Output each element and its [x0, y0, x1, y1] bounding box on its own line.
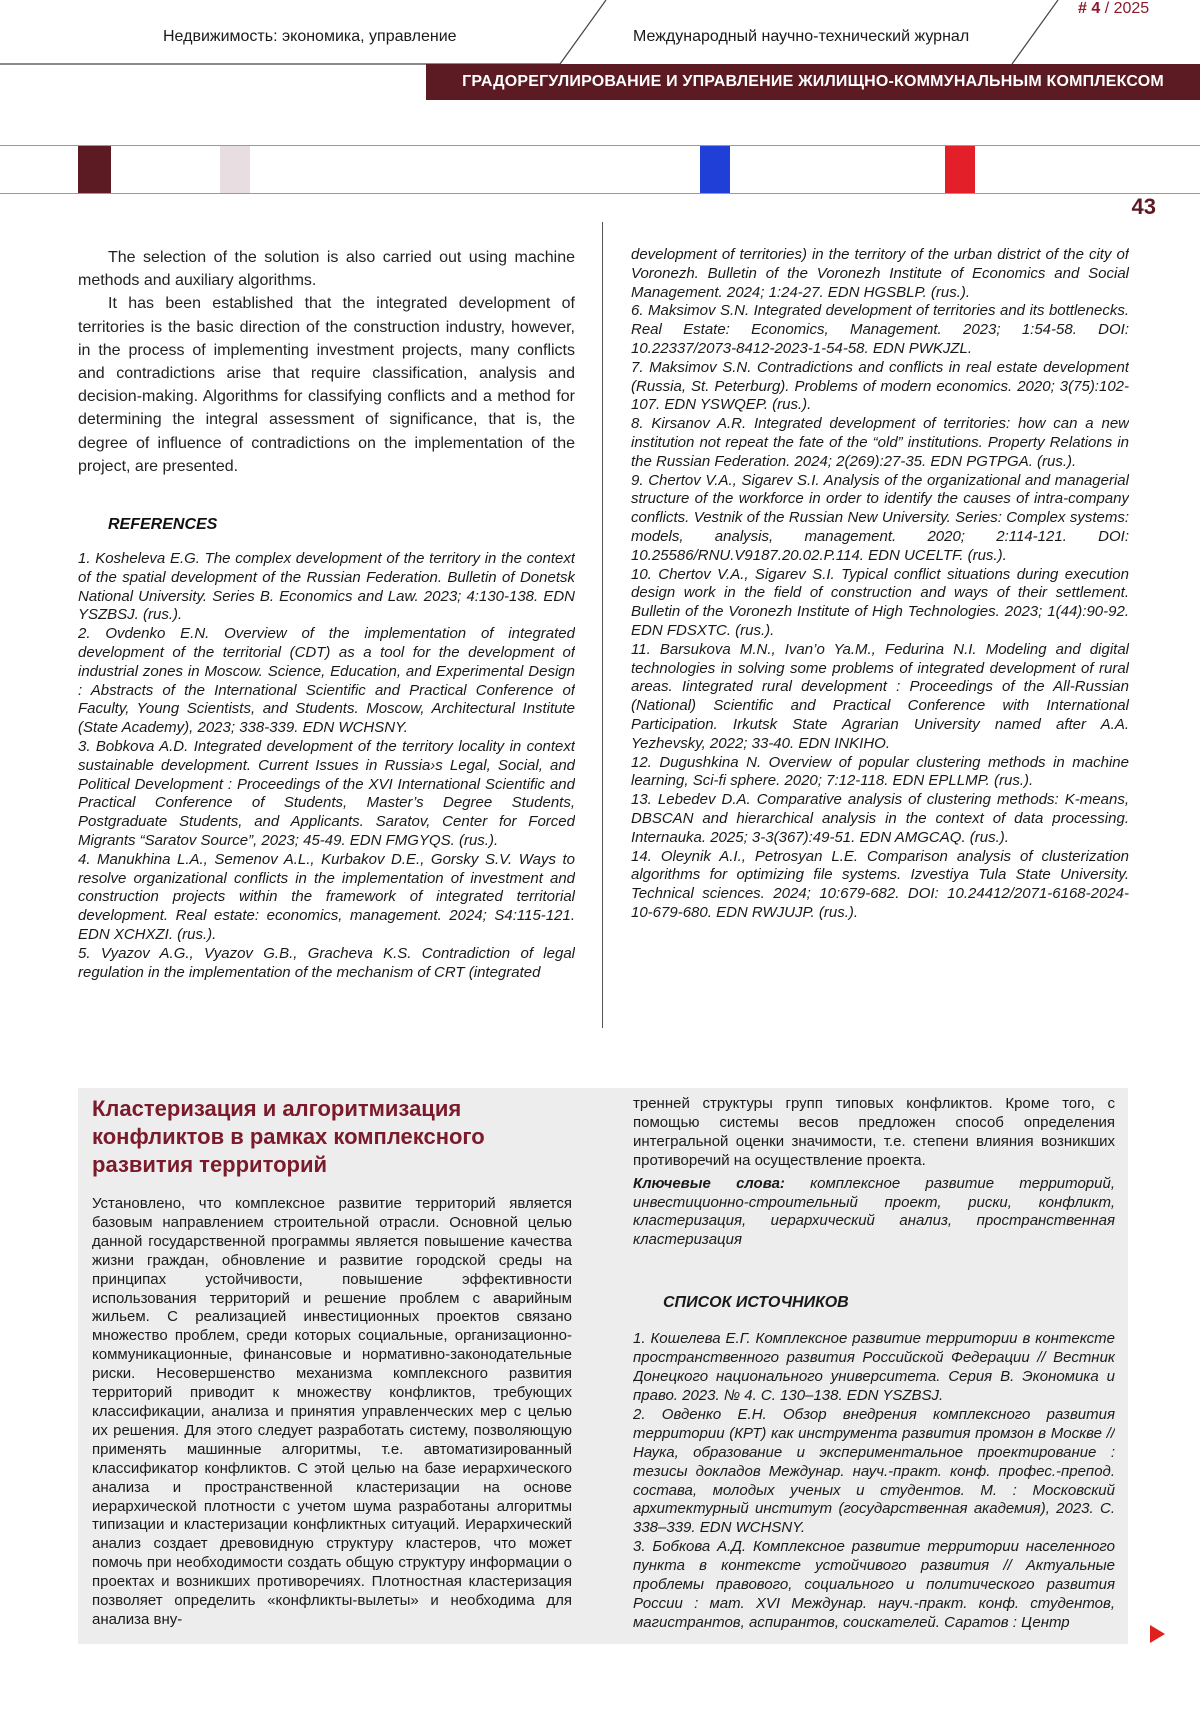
references-heading: REFERENCES	[108, 516, 218, 534]
english-left-column	[78, 246, 575, 982]
swatch-red	[945, 146, 975, 193]
russian-references-list	[633, 1330, 1115, 1633]
swatch-maroon	[78, 146, 111, 193]
reference-item: 4. Manukhina L.A., Semenov A.L., Kurbakov D.E., Gorsky S.V. Ways to resolve organizational conflicts in the implementation of investment and construction projects within the framework of integrated territorial development. Real estate: economics, management. 2024; S4:115-121. EDN XCHXZI. (rus.).	[78, 850, 575, 943]
next-page-arrow-icon[interactable]	[1150, 1625, 1165, 1643]
keywords	[633, 1175, 1115, 1251]
russian-references-heading: СПИСОК ИСТОЧНИКОВ	[663, 1294, 849, 1312]
reference-item: 1. Кошелева Е.Г. Комплексное развитие территории в контексте пространственного развития Российской Федерации // Вестник Донецкого национального университета. Серия В. Экономика и право. 2023. № 4. С. 130–138. EDN YSZBSJ.	[633, 1330, 1115, 1404]
decorative-color-band	[0, 145, 1200, 194]
russian-right-column	[633, 1095, 1115, 1633]
reference-item: 6. Maksimov S.N. Integrated development of territories and its bottlenecks. Real Estate: Economics, Management. 2023; 1:54-58. DOI: 10.22337/2073-8412-2023-1-54-58. EDN PWKJZL.	[631, 302, 1129, 357]
body-paragraph: The selection of the solution is also carried out using machine methods and auxiliary algorithms.	[78, 249, 575, 290]
reference-item: 3. Бобкова А.Д. Комплексное развитие территории населенного пункта в контексте устойчивого развития // Актуальные проблемы правового, социального и политического развития России : мат. XVI Междунар. науч.-практ. конф. студентов, магистрантов, аспирантов, соискателей. Саратов : Центр	[633, 1538, 1115, 1631]
english-right-column	[631, 246, 1129, 923]
reference-item: 11. Barsukova M.N., Ivan’o Ya.M., Fedurina N.I. Modeling and digital technologies in solving some problems of integrated development of rural areas. Iintegrated rural development : Proceedings of the All-Russian (National) Scientific and Practical Conference with International Participation. Irkutsk State Agrarian University named after A.A. Yezhevsky, 2022; 33-40. EDN INKIHO.	[631, 640, 1129, 752]
russian-left-column	[92, 1095, 572, 1630]
swatch-pink	[220, 146, 250, 193]
keywords-text: комплексное развитие территорий, инвестиционно-строительный проект, риски, конфликт, кластеризация, иерархический анализ, пространственная кластеризация	[633, 1174, 1115, 1249]
column-divider	[602, 222, 603, 1028]
reference-item: 2. Овденко Е.Н. Обзор внедрения комплексного развития территории (КРТ) как инструмента развития промзон в Москве // Наука, образование и экспериментальное проектирование : тезисы докладов Междунар. науч.-практ. конф. профес.-препод. состава, молодых ученых и студентов. М. : Московский архитектурный институт (государственная академия), 2023. С. 338–339. EDN WCHSNY.	[633, 1405, 1115, 1537]
russian-abstract: Установлено, что комплексное развитие территорий является базовым направлением строительной отрасли. Основной целью данной государственной программы является повышение качества жизни граждан, обновление и развитие городской среды на принципах устойчивости, повышение эффективности использования территорий и решение проблем с аварийным жильем. С реализацией инвестиционных проектов связано множество проблем, среди которых социальные, организационно-коммуникационные, финансовые и нормативно-законодательные риски. Несовершенство механизма комплексного развития территорий приводит к множеству конфликтов, требующих классификации, анализа и принятия управленческих мер с целью их решения. Для этого следует разработать систему, позволяющую применять машинные алгоритмы, т.е. автоматизированный классификатор конфликтов. С этой целью на базе иерархического анализа и пространственной кластеризации на основе иерархической плотности с учетом шума разработаны алгоритмы типизации и кластеризации конфликтных ситуаций. Иерархический анализ создает древовидную структуру кластеров, что может помочь при необходимости создать общую структуру информации о проектах и возникших противоречиях. Плотностная кластеризация позволяет определить «конфликты-вылеты» и необходима для анализа вну-	[92, 1195, 572, 1628]
journal-title: Недвижимость: экономика, управление	[163, 28, 457, 45]
reference-item: 7. Maksimov S.N. Contradictions and conflicts in real estate development (Russia, St. Peterburg). Problems of modern economics. 2020; 3(75):102-107. EDN YSWQEP. (rus.).	[631, 358, 1129, 414]
swatch-blue	[700, 146, 730, 193]
reference-item: development of territories) in the territory of the urban district of the city of Voronezh. Bulletin of the Voronezh Institute of Economics and Social Management. 2024; 1:24-27. EDN HGSBLP. (rus.).	[631, 246, 1129, 301]
issue-year: / 2025	[1104, 0, 1150, 17]
page-number: 43	[1131, 194, 1156, 219]
russian-article-title: Кластеризация и алгоритмизация конфликтов в рамках комплексного развития территорий	[92, 1096, 485, 1177]
reference-item: 8. Kirsanov A.R. Integrated development of territories: how can a new institution not repeat the fate of the “old” institutions. Property Relations in the Russian Federation. 2024; 2(269):27-35. EDN PGTPGA. (rus.).	[631, 415, 1129, 470]
reference-item: 5. Vyazov A.G., Vyazov G.B., Gracheva K.S. Contradiction of legal regulation in the implementation of the mechanism of CRT (integrated	[78, 944, 575, 981]
section-banner: ГРАДОРЕГУЛИРОВАНИЕ И УПРАВЛЕНИЕ ЖИЛИЩНО-КОММУНАЛЬНЫМ КОМПЛЕКСОМ	[426, 64, 1200, 100]
reference-item: 9. Chertov V.A., Sigarev S.I. Analysis of the organizational and managerial structure of the workforce in order to identify the causes of intra-company conflicts. Vestnik of the Russian New University. Series: Complex systems: models, analysis, management. 2020; 2:114-121. DOI: 10.25586/RNU.V9187.20.02.P.114. EDN UCELTF. (rus.).	[631, 471, 1129, 564]
body-paragraph: It has been established that the integrated development of territories is the basic direction of the construction industry, however, in the process of implementing investment projects, many conflicts and contradictions arise that require classification, analysis and decision-making. Algorithms for classifying conflicts and a method for determining the integral assessment of significance, that is, the degree of influence of contradictions on the implementation of the project, are presented.	[78, 295, 575, 475]
issue-prefix: # 4	[1078, 0, 1101, 17]
reference-item: 3. Bobkova A.D. Integrated development of the territory locality in context sustainable development. Current Issues in Russia›s Legal, Social, and Political Development : Proceedings of the XVI International Scientific and Practical Conference of Students, Master’s Degree Students, Postgraduate Students, and Applicants. Saratov, Center for Forced Migrants “Saratov Source”, 2023; 45-49. EDN FMGYQS. (rus.).	[78, 738, 575, 849]
keywords-label: Ключевые слова:	[633, 1174, 785, 1192]
reference-item: 1. Kosheleva E.G. The complex development of the territory in the context of the spatial development of the Russian Federation. Bulletin of Donetsk National University. Series B. Economics and Law. 2023; 4:130-138. EDN YSZBSJ. (rus.).	[78, 550, 575, 624]
reference-item: 2. Ovdenko E.N. Overview of the implementation of integrated development of the territorial (CDT) as a tool for the development of industrial zones in Moscow. Science, Education, and Experimental Design : Abstracts of the International Scientific and Practical Conference of Faculty, Young Scientists, and Students. Moscow, Architectural Institute (State Academy), 2023; 338-339. EDN WCHSNY.	[78, 625, 575, 737]
reference-item: 13. Lebedev D.A. Comparative analysis of clustering methods: K-means, DBSCAN and hierarchical analysis in the context of data processing. Internauka. 2025; 3-3(367):49-51. EDN AMGCAQ. (rus.).	[631, 791, 1129, 846]
journal-subtitle: Международный научно-технический журнал	[633, 28, 970, 45]
reference-item: 14. Oleynik A.I., Petrosyan L.E. Comparison analysis of clusterization algorithms for optimizing file systems. Izvestiya Tula State University. Technical sciences. 2024; 10:679-682. DOI: 10.24412/2071-6168-2024-10-679-680. EDN RWJUJP. (rus.).	[631, 847, 1129, 921]
reference-item: 12. Dugushkina N. Overview of popular clustering methods in machine learning, Sci-fi sphere. 2020; 7:12-118. EDN EPLLMP. (rus.).	[631, 753, 1129, 790]
russian-abstract-continued: тренней структуры групп типовых конфликтов. Кроме того, с помощью системы весов предложен способ определения интегральной оценки значимости, т.е. степени влияния возникших противоречий на осуществление проекта.	[633, 1095, 1115, 1169]
reference-item: 10. Chertov V.A., Sigarev S.I. Typical conflict situations during execution design work in the field of construction and ways of their settlement. Bulletin of the Voronezh Institute of High Technologies. 2023; 1(44):90-92. EDN FDSXTC. (rus.).	[631, 565, 1129, 639]
references-list	[78, 550, 575, 982]
